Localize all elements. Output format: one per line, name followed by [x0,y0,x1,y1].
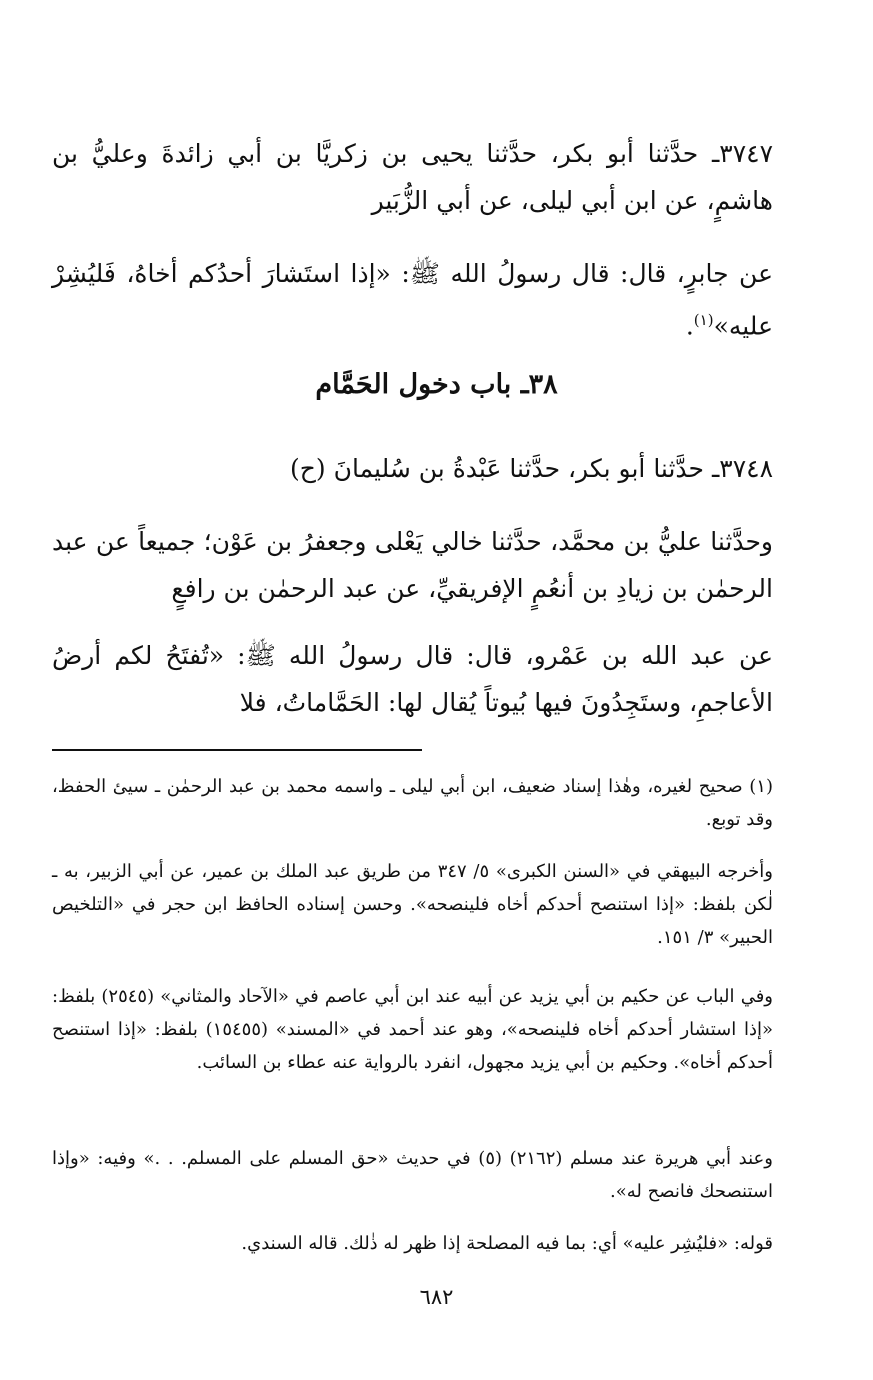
isnad-text: وحدَّثنا عليُّ بن محمَّد، حدَّثنا خالي يَعْلى وجعفرُ بن عَوْن؛ جميعاً عن عبد الرحمٰن بن زيادِ بن أنعُمٍ الإفريقيِّ، عن عبد الرحمٰن بن رافعٍ [52,527,773,603]
hadith-3747-matn [52,250,773,349]
footnote-1-continued [52,1227,773,1260]
footnote-text: قوله: «فليُشِر عليه» أي: بما فيه المصلحة إذا ظهر له ذٰلك. قاله السندي. [241,1233,773,1254]
matn-paragraph [52,250,773,349]
matn-end: . [685,311,694,341]
footnote-text: وعند أبي هريرة عند مسلم (٢١٦٢) (٥) في حديث «حق المسلم على المسلم. . .» وفيه: «وإذا استنصحك فانصح له». [52,1148,773,1202]
footnote-text: وأخرجه البيهقي في «السنن الكبرى» ٥/ ٣٤٧ من طريق عبد الملك بن عمير، عن أبي الزبير، به ـ لٰكن بلفظ: «إذا استنصح أحدكم أخاه فلينصحه». وحسن إسناده الحافظ ابن حجر في «التلخيص الحبير» ٣/ ١٥١. [52,861,773,948]
chapter-heading: ٣٨ـ باب دخول الحَمَّام [315,369,558,400]
footnote-text: وفي الباب عن حكيم بن أبي يزيد عن أبيه عند ابن أبي عاصم في «الآحاد والمثاني» (٢٥٤٥) بلفظ: «إذا استشار أحدكم أخاه فلينصحه»، وهو عند أحمد في «المسند» (١٥٤٥٥) بلفظ: «إذا استنصح أحدكم أخاه». وحكيم بن أبي يزيد مجهول، انفرد بالرواية عنه عطاء بن السائب. [52,986,773,1073]
footnote-1-continued [52,855,773,954]
footnote-text: (١) صحيح لغيره، وهٰذا إسناد ضعيف، ابن أبي ليلى ـ واسمه محمد بن عبد الرحمٰن ـ سيئ الحفظ، وقد توبع. [52,776,773,830]
hadith-3747-isnad [52,130,773,224]
footnote-ref: (١) [693,311,714,329]
hadith-3748-matn [52,632,773,726]
footnote-1 [52,770,773,836]
footnote-1-continued [52,1142,773,1208]
matn-text: عن جابرٍ، قال: قال رسولُ الله ﷺ: «إذا استَشارَ أحدُكم أخاهُ، فَليُشِرْ عليه» [52,259,773,341]
matn-text: عن عبد الله بن عَمْرو، قال: قال رسولُ الله ﷺ: «تُفتَحُ لكم أرضُ الأعاجمِ، وستَجِدُونَ فيها بُيوتاً يُقال لها: الحَمَّاماتُ، فلا [52,641,773,717]
hadith-3748-isnad-2 [52,518,773,612]
hadith-3748-isnad-1 [52,445,773,492]
isnad-text: ٣٧٤٧ـ حدَّثنا أبو بكر، حدَّثنا يحيى بن زكريَّا بن أبي زائدةَ وعليُّ بن هاشمٍ، عن ابن أبي ليلى، عن أبي الزُّبَير [52,139,773,215]
isnad-text: ٣٧٤٨ـ حدَّثنا أبو بكر، حدَّثنا عَبْدةُ بن سُليمانَ (ح) [290,454,773,483]
page-number: ٦٨٢ [419,1285,454,1309]
footnote-1-continued [52,980,773,1079]
footnote-separator [52,749,422,751]
